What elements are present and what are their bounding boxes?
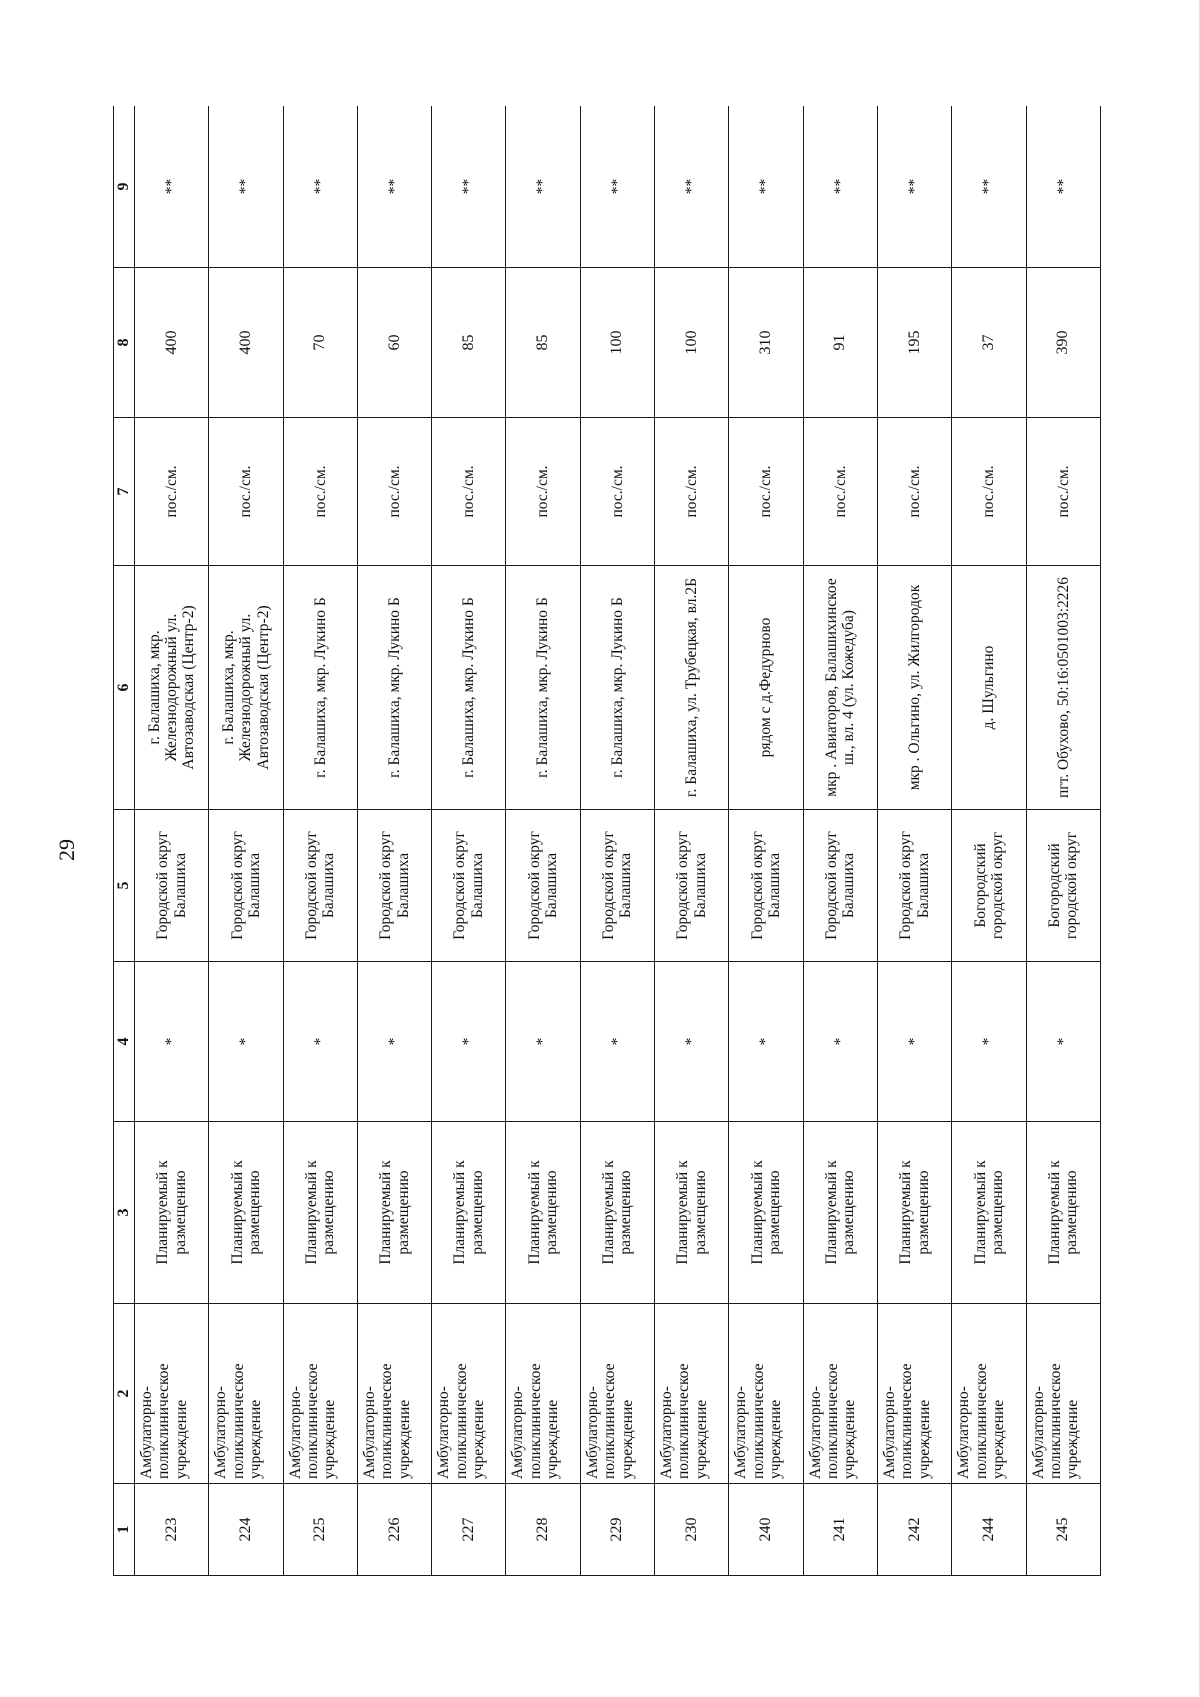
cell-address: д. Шульгино: [952, 566, 1026, 810]
cell-number: 228: [506, 1484, 580, 1576]
cell-facility-type: Амбулаторно-поликлиническое учреждение: [432, 1304, 506, 1484]
cell-col4: *: [357, 962, 431, 1122]
cell-unit: пос./см.: [580, 418, 654, 566]
cell-col9: **: [655, 106, 729, 268]
cell-district: Городской округ Балашиха: [655, 810, 729, 962]
cell-district: Городской округ Балашиха: [803, 810, 877, 962]
cell-col4: *: [135, 962, 209, 1122]
table-row: [209, 106, 283, 1576]
cell-district: Городской округ Балашиха: [135, 810, 209, 962]
cell-capacity: 60: [357, 268, 431, 418]
cell-status: Планируемый к размещению: [580, 1122, 654, 1304]
cell-capacity: 400: [135, 268, 209, 418]
cell-capacity: 195: [877, 268, 951, 418]
cell-status: Планируемый к размещению: [506, 1122, 580, 1304]
cell-address: мкр . Авиаторов, Балашихинское ш., вл. 4 (ул. Кожедуба): [803, 566, 877, 810]
cell-col9: **: [506, 106, 580, 268]
cell-col9: **: [803, 106, 877, 268]
cell-col4: *: [952, 962, 1026, 1122]
cell-address: г. Балашиха, мкр. Лукино Б: [506, 566, 580, 810]
header-col-1: 1: [114, 1484, 135, 1576]
cell-number: 224: [209, 1484, 283, 1576]
cell-unit: пос./см.: [803, 418, 877, 566]
cell-col4: *: [283, 962, 357, 1122]
cell-col9: **: [952, 106, 1026, 268]
cell-address: г. Балашиха, мкр. Железнодорожный ул. Автозаводская (Центр-2): [135, 566, 209, 810]
cell-col4: *: [506, 962, 580, 1122]
table-row: [432, 106, 506, 1576]
cell-district: Городской округ Балашиха: [283, 810, 357, 962]
table-row: [729, 106, 803, 1576]
cell-number: 230: [655, 1484, 729, 1576]
cell-status: Планируемый к размещению: [952, 1122, 1026, 1304]
cell-status: Планируемый к размещению: [655, 1122, 729, 1304]
table-row: [506, 106, 580, 1576]
cell-status: Планируемый к размещению: [729, 1122, 803, 1304]
cell-unit: пос./см.: [283, 418, 357, 566]
cell-col4: *: [655, 962, 729, 1122]
cell-capacity: 70: [283, 268, 357, 418]
cell-facility-type: Амбулаторно-поликлиническое учреждение: [209, 1304, 283, 1484]
cell-number: 245: [1026, 1484, 1100, 1576]
cell-status: Планируемый к размещению: [357, 1122, 431, 1304]
cell-number: 226: [357, 1484, 431, 1576]
cell-facility-type: Амбулаторно-поликлиническое учреждение: [135, 1304, 209, 1484]
cell-facility-type: Амбулаторно-поликлиническое учреждение: [729, 1304, 803, 1484]
cell-status: Планируемый к размещению: [877, 1122, 951, 1304]
cell-col9: **: [209, 106, 283, 268]
cell-number: 227: [432, 1484, 506, 1576]
table-row: [135, 106, 209, 1576]
header-col-4: 4: [114, 962, 135, 1122]
cell-col9: **: [432, 106, 506, 268]
cell-capacity: 91: [803, 268, 877, 418]
cell-district: Богородский городской округ: [952, 810, 1026, 962]
cell-status: Планируемый к размещению: [283, 1122, 357, 1304]
cell-col4: *: [580, 962, 654, 1122]
header-col-6: 6: [114, 566, 135, 810]
cell-col9: **: [135, 106, 209, 268]
cell-facility-type: Амбулаторно-поликлиническое учреждение: [283, 1304, 357, 1484]
cell-unit: пос./см.: [729, 418, 803, 566]
cell-facility-type: Амбулаторно-поликлиническое учреждение: [952, 1304, 1026, 1484]
cell-capacity: 310: [729, 268, 803, 418]
facilities-table: [113, 106, 1101, 1576]
cell-unit: пос./см.: [135, 418, 209, 566]
cell-col4: *: [877, 962, 951, 1122]
table-row: [580, 106, 654, 1576]
cell-address: пгт. Обухово, 50:16:0501003:2226: [1026, 566, 1100, 810]
cell-col9: **: [357, 106, 431, 268]
cell-capacity: 100: [655, 268, 729, 418]
cell-status: Планируемый к размещению: [1026, 1122, 1100, 1304]
cell-facility-type: Амбулаторно-поликлиническое учреждение: [580, 1304, 654, 1484]
cell-number: 240: [729, 1484, 803, 1576]
table-body: [135, 106, 1101, 1576]
cell-district: Городской округ Балашиха: [729, 810, 803, 962]
cell-facility-type: Амбулаторно-поликлиническое учреждение: [877, 1304, 951, 1484]
cell-unit: пос./см.: [357, 418, 431, 566]
cell-status: Планируемый к размещению: [432, 1122, 506, 1304]
cell-facility-type: Амбулаторно-поликлиническое учреждение: [357, 1304, 431, 1484]
table-row: [655, 106, 729, 1576]
cell-col4: *: [209, 962, 283, 1122]
header-col-3: 3: [114, 1122, 135, 1304]
table-row: [952, 106, 1026, 1576]
cell-number: 229: [580, 1484, 654, 1576]
cell-unit: пос./см.: [655, 418, 729, 566]
cell-district: Городской округ Балашиха: [357, 810, 431, 962]
cell-col4: *: [729, 962, 803, 1122]
cell-number: 225: [283, 1484, 357, 1576]
header-row: [114, 106, 135, 1576]
cell-district: Городской округ Балашиха: [506, 810, 580, 962]
cell-status: Планируемый к размещению: [135, 1122, 209, 1304]
cell-number: 242: [877, 1484, 951, 1576]
cell-address: г. Балашиха, мкр. Лукино Б: [283, 566, 357, 810]
cell-col4: *: [1026, 962, 1100, 1122]
header-col-5: 5: [114, 810, 135, 962]
cell-col4: *: [432, 962, 506, 1122]
cell-number: 223: [135, 1484, 209, 1576]
cell-district: Городской округ Балашиха: [877, 810, 951, 962]
cell-address: г. Балашиха, мкр. Лукино Б: [357, 566, 431, 810]
header-col-9: 9: [114, 106, 135, 268]
rotated-table-container: [113, 106, 1101, 1576]
cell-col9: **: [1026, 106, 1100, 268]
cell-address: мкр . Ольгино, ул. Жилгородок: [877, 566, 951, 810]
cell-facility-type: Амбулаторно-поликлиническое учреждение: [655, 1304, 729, 1484]
table-row: [357, 106, 431, 1576]
header-col-8: 8: [114, 268, 135, 418]
header-col-7: 7: [114, 418, 135, 566]
cell-col4: *: [803, 962, 877, 1122]
cell-col9: **: [580, 106, 654, 268]
cell-col9: **: [729, 106, 803, 268]
cell-district: Городской округ Балашиха: [432, 810, 506, 962]
cell-unit: пос./см.: [1026, 418, 1100, 566]
table-row: [803, 106, 877, 1576]
cell-district: Городской округ Балашиха: [580, 810, 654, 962]
table-row: [1026, 106, 1100, 1576]
cell-number: 241: [803, 1484, 877, 1576]
cell-col9: **: [877, 106, 951, 268]
cell-status: Планируемый к размещению: [209, 1122, 283, 1304]
page-number: 29: [54, 839, 79, 861]
cell-district: Богородский городской округ: [1026, 810, 1100, 962]
header-col-2: 2: [114, 1304, 135, 1484]
cell-unit: пос./см.: [506, 418, 580, 566]
cell-capacity: 390: [1026, 268, 1100, 418]
cell-facility-type: Амбулаторно-поликлиническое учреждение: [803, 1304, 877, 1484]
cell-number: 244: [952, 1484, 1026, 1576]
cell-capacity: 37: [952, 268, 1026, 418]
cell-facility-type: Амбулаторно-поликлиническое учреждение: [1026, 1304, 1100, 1484]
cell-unit: пос./см.: [432, 418, 506, 566]
cell-address: г. Балашиха, мкр. Железнодорожный ул. Автозаводская (Центр-2): [209, 566, 283, 810]
cell-col9: **: [283, 106, 357, 268]
cell-status: Планируемый к размещению: [803, 1122, 877, 1304]
table-frame: [113, 106, 1101, 1576]
cell-facility-type: Амбулаторно-поликлиническое учреждение: [506, 1304, 580, 1484]
cell-capacity: 85: [432, 268, 506, 418]
cell-address: г. Балашиха, ул. Трубецкая, вл.2Б: [655, 566, 729, 810]
cell-capacity: 400: [209, 268, 283, 418]
cell-capacity: 85: [506, 268, 580, 418]
cell-address: рядом с д.Федурново: [729, 566, 803, 810]
cell-unit: пос./см.: [877, 418, 951, 566]
cell-address: г. Балашиха, мкр. Лукино Б: [580, 566, 654, 810]
cell-unit: пос./см.: [209, 418, 283, 566]
table-row: [283, 106, 357, 1576]
table-row: [877, 106, 951, 1576]
cell-unit: пос./см.: [952, 418, 1026, 566]
cell-address: г. Балашиха, мкр. Лукино Б: [432, 566, 506, 810]
cell-capacity: 100: [580, 268, 654, 418]
cell-district: Городской округ Балашиха: [209, 810, 283, 962]
